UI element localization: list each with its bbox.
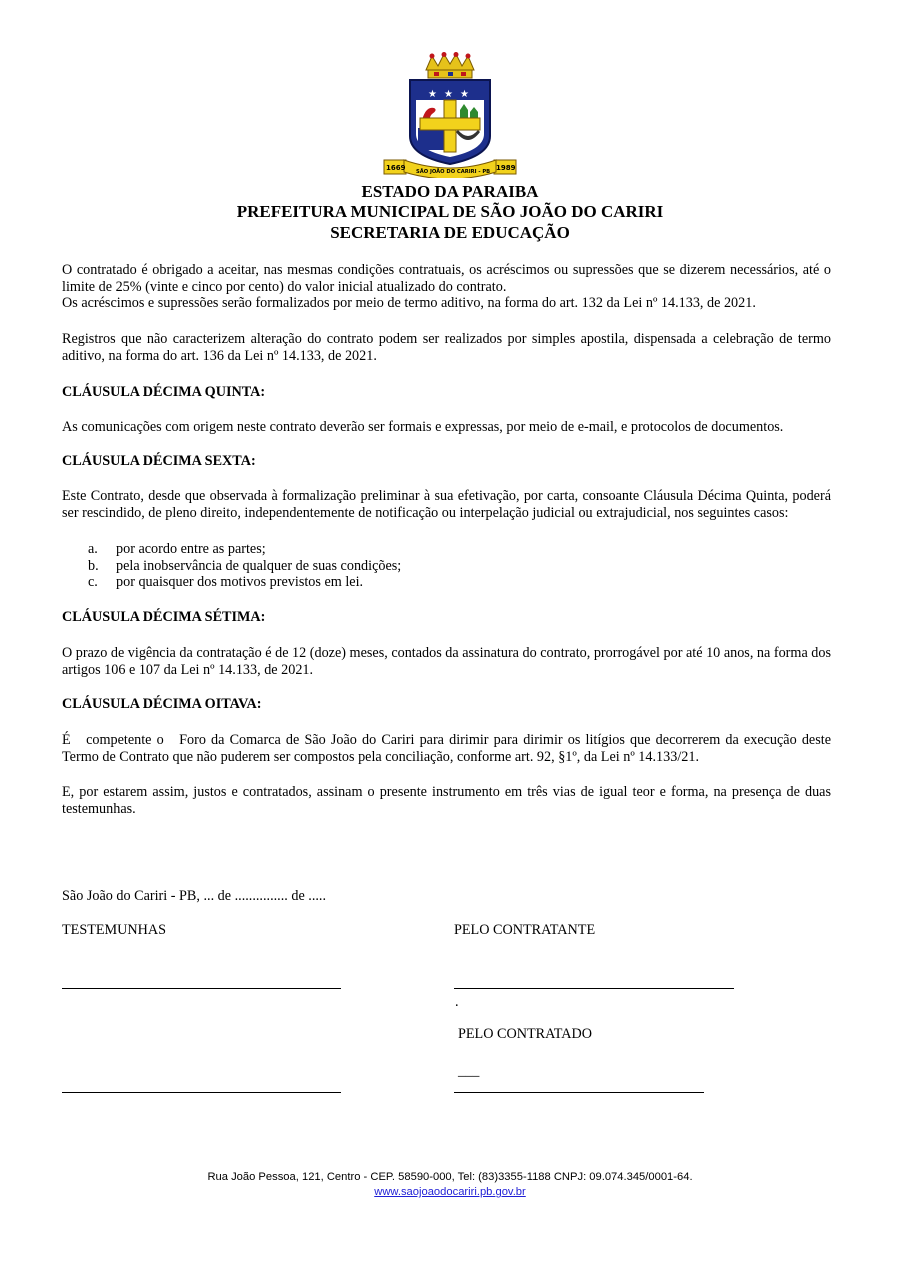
svg-text:★: ★: [428, 89, 437, 100]
intro-paragraph-1: O contratado é obrigado a aceitar, nas mesmas condições contratuais, os acréscimos ou supressões que se dizerem necessários, até o limite de 25% (vinte e cinco por cento) do valor inicial atualizado do contrato.: [62, 262, 831, 295]
contractor-dot: .: [455, 994, 459, 1010]
contractor-signature-line: [454, 988, 734, 989]
clause-17-title: CLÁUSULA DÉCIMA SÉTIMA:: [62, 609, 266, 625]
municipal-crest-icon: [376, 52, 524, 178]
clause-16-text: Este Contrato, desde que observada à formalização preliminar à sua efetivação, por carta, consoante Cláusula Décima Quinta, poderá ser rescindido, de pleno direito, independentemente de notificação ou interpelação judicial ou extrajudicial, nos seguintes casos:: [62, 488, 831, 521]
list-item: b. pela inobservância de qualquer de suas condições;: [88, 557, 402, 574]
list-item: c. por quaisquer dos motivos previstos em lei.: [88, 574, 364, 590]
header-prefecture: PREFEITURA MUNICIPAL DE SÃO JOÃO DO CARIRI: [236, 202, 664, 221]
footer-website-link[interactable]: www.saojoaodocariri.pb.gov.br: [374, 1186, 526, 1198]
crown-icon: [426, 52, 474, 78]
place-date: São João do Cariri - PB, ... de ............... de .....: [62, 888, 327, 904]
closing-paragraph: E, por estarem assim, justos e contratados, assinam o presente instrumento em três vias de igual teor e forma, na presença de duas testemunhas.: [62, 784, 831, 817]
intro-section: [62, 262, 831, 312]
contracted-short-line: ___: [458, 1063, 480, 1079]
shield-icon: [410, 80, 490, 164]
intro-paragraph-3: Registros que não caracterizem alteração do contrato podem ser realizados por simples apostila, dispensada a celebração de termo aditivo, na forma do art. 136 da Lei nº 14.133, de 2021.: [62, 331, 831, 364]
header-state: ESTADO DA PARAIBA: [361, 182, 539, 201]
crest-banner-text: SÃO JOÃO DO CARIRI - PB: [416, 169, 491, 175]
clause-16-title: CLÁUSULA DÉCIMA SEXTA:: [62, 453, 256, 469]
svg-text:★: ★: [460, 89, 469, 100]
clause-18-text: É competente o Foro da Comarca de São João do Cariri para dirimir para dirimir os litígios que decorrerem da execução deste Termo de Contrato que não puderem ser compostos pela conciliação, conforme art. 92, §1º, da Lei nº 14.133/21.: [62, 732, 835, 765]
clause-15-title: CLÁUSULA DÉCIMA QUINTA:: [62, 384, 266, 400]
contracted-signature-line: [454, 1092, 704, 1093]
intro-paragraph-2: Os acréscimos e supressões serão formalizados por meio de termo aditivo, na forma do art. 132 da Lei nº 14.133, de 2021.: [62, 295, 756, 311]
witness-signature-line-1: [62, 988, 341, 989]
footer-website-row: [0, 1185, 900, 1199]
svg-text:★: ★: [444, 89, 453, 100]
clause-16-list: [62, 541, 831, 591]
clause-15-text: As comunicações com origem neste contrato deverão ser formais e expressas, por meio de e-mail, e protocolos de documentos.: [62, 419, 784, 435]
footer-address: Rua João Pessoa, 121, Centro - CEP. 58590-000, Tel: (83)3355-1188 CNPJ: 09.074.345/0001-64.: [207, 1171, 693, 1183]
clause-17-text: O prazo de vigência da contratação é de 12 (doze) meses, contados da assinatura do contrato, prorrogável por até 10 anos, na forma dos artigos 106 e 107 da Lei nº 14.133, de 2021.: [62, 645, 831, 678]
crest-year-right: 1989: [496, 164, 516, 172]
witness-signature-line-2: [62, 1092, 341, 1093]
clause-18-title: CLÁUSULA DÉCIMA OITAVA:: [62, 696, 262, 712]
contracted-label: PELO CONTRATADO: [458, 1026, 593, 1042]
witnesses-label: TESTEMUNHAS: [62, 922, 167, 938]
crest-year-left: 1669: [386, 164, 406, 172]
header-department: SECRETARIA DE EDUCAÇÃO: [330, 223, 570, 242]
list-item: a. por acordo entre as partes;: [88, 541, 266, 557]
contractor-label: PELO CONTRATANTE: [454, 922, 596, 938]
